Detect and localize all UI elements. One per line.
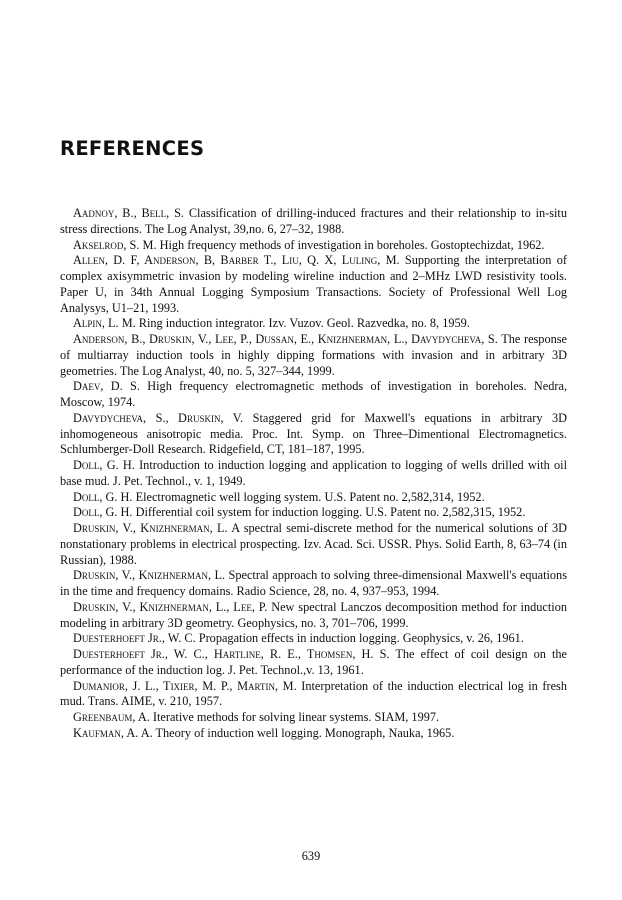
reference-authors: Greenbaum, A. xyxy=(73,710,150,724)
reference-authors: Davydycheva, S., Druskin, V. xyxy=(73,410,244,425)
reference-authors: Druskin, V., Knizhnerman, L. xyxy=(73,521,228,535)
reference-authors: Allen, D. F, Anderson, B, Barber T., Liu, Q. X, Luling, M. xyxy=(73,253,400,268)
reference-text: Supporting the interpretation of complex axisymmetric invasion by modeling wireline induction and 2–MHz LWD resistivity tools. Paper U, in 34th Annual Logging Symposium Transactions. Society of Professional Well Log Analysys, U1–21, 1993. xyxy=(60,253,567,315)
reference-text: The response of multiarray induction tools in highly dipping formations with invasion and in arbitrary 3D geometries. The Log Analyst, 40, no. 5, 327–344, 1999. xyxy=(60,332,567,378)
reference-entry xyxy=(60,505,567,521)
reference-text: The effect of coil design on the performance of the induction log. J. Pet. Technol.,v. 13, 1961. xyxy=(60,647,568,677)
reference-entry xyxy=(60,521,567,568)
reference-text: Spectral approach to solving three-dimensional Maxwell's equations in the time and frequency domains. Radio Science, 28, no. 4, 937–953, 1994. xyxy=(60,568,567,598)
reference-authors: Doll, G. H. xyxy=(73,489,133,504)
reference-text: Staggered grid for Maxwell's equations in arbitrary 3D inhomogeneous anisotropic media. Proc. Int. Symp. on Three–Dimentional Electromagnetics. Schlumberger-Doll Research. Ridgefield, CT, 181–187, 1995. xyxy=(60,410,567,457)
reference-entry xyxy=(60,206,567,238)
reference-entry xyxy=(60,679,567,711)
page-number: 639 xyxy=(301,849,321,863)
section-heading: REFERENCES xyxy=(60,137,205,160)
reference-entry xyxy=(60,600,567,632)
reference-authors: Akselrod, S. M. xyxy=(73,237,157,252)
reference-text: A spectral semi-discrete method for the numerical solutions of 3D nonstationary problems in electrical prospecting. Izv. Acad. Sci. USSR. Phys. Solid Earth, 8, 63–74 (in Russian), 1988. xyxy=(60,521,567,567)
reference-text: Interpretation of the induction electrical log in fresh mud. Trans. AIME, v. 210, 1957. xyxy=(60,678,567,709)
reference-authors: Duesterhoeft Jr., W. C., Hartline, R. E., Thomsen, H. S. xyxy=(73,647,390,661)
reference-authors: Doll, G. H. xyxy=(73,505,133,520)
reference-entry xyxy=(60,316,567,332)
reference-text: Differential coil system for induction logging. U.S. Patent no. 2,582,315, 1952. xyxy=(132,505,526,520)
reference-text: Ring induction integrator. Izv. Vuzov. Geol. Razvedka, no. 8, 1959. xyxy=(135,316,470,331)
reference-text: New spectral Lanczos decomposition method for induction modeling in arbitrary 3D geometry. Geophysics, no. 3, 701–706, 1999. xyxy=(60,599,567,630)
reference-entry xyxy=(60,647,567,679)
reference-authors: Doll, G. H. xyxy=(73,458,135,472)
reference-entry xyxy=(60,238,567,254)
reference-authors: Kaufman, A. A. xyxy=(73,725,153,740)
reference-authors: Aadnoy, B., Bell, S. xyxy=(73,206,185,220)
reference-entry xyxy=(60,411,567,458)
reference-text: Electromagnetic well logging system. U.S. Patent no. 2,582,314, 1952. xyxy=(132,489,485,504)
reference-authors: Duesterhoeft Jr., W. C. xyxy=(73,631,196,646)
reference-entry xyxy=(60,458,567,490)
reference-text: Introduction to induction logging and application to logging of wells drilled with oil base mud. J. Pet. Technol., v. 1, 1949. xyxy=(60,458,567,488)
reference-text: High frequency electromagnetic methods of investigation in boreholes. Nedra, Moscow, 1974. xyxy=(60,379,568,409)
reference-text: Classification of drilling-induced fractures and their relationship to in-situ stress directions. The Log Analyst, 39,no. 6, 27–32, 1988. xyxy=(60,206,567,236)
reference-entry xyxy=(60,726,567,742)
reference-text: High frequency methods of investigation in boreholes. Gostoptechizdat, 1962. xyxy=(156,237,545,252)
reference-entry xyxy=(60,332,567,379)
reference-entry xyxy=(60,253,567,316)
reference-entry xyxy=(60,710,567,726)
reference-text: Theory of induction well logging. Monograph, Nauka, 1965. xyxy=(152,725,455,740)
reference-text: Propagation effects in induction logging. Geophysics, v. 26, 1961. xyxy=(195,631,524,646)
reference-authors: Alpin, L. M. xyxy=(73,316,136,331)
reference-authors: Druskin, V., Knizhnerman, L. xyxy=(73,568,226,583)
reference-entry xyxy=(60,490,567,506)
reference-authors: Anderson, B., Druskin, V., Lee, P., Dussan, E., Knizhnerman, L., Davydycheva, S. xyxy=(73,332,498,346)
reference-entry xyxy=(60,631,567,647)
reference-entry xyxy=(60,568,567,600)
reference-authors: Daev, D. S. xyxy=(73,379,140,394)
reference-entry xyxy=(60,379,567,411)
reference-text: Iterative methods for solving linear systems. SIAM, 1997. xyxy=(149,710,440,724)
reference-authors: Dumanior, J. L., Tixier, M. P., Martin, M. xyxy=(73,678,297,693)
reference-authors: Druskin, V., Knizhnerman, L., Lee, P. xyxy=(73,599,268,614)
reference-list xyxy=(60,206,567,742)
